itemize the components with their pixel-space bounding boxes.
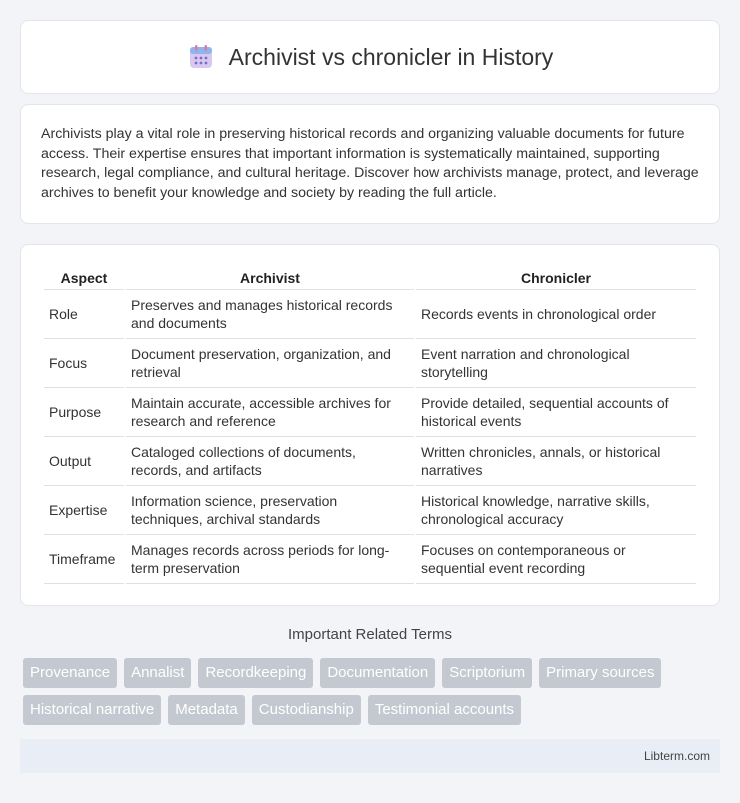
table-cell: Manages records across periods for long-term preservation <box>126 535 414 584</box>
footer <box>20 739 720 773</box>
table-row <box>44 290 696 339</box>
table-row <box>44 339 696 388</box>
term-tag[interactable]: Custodianship <box>252 695 361 725</box>
table-cell: Preserves and manages historical records and documents <box>126 290 414 339</box>
term-tag[interactable]: Testimonial accounts <box>368 695 521 725</box>
header-card <box>20 20 720 94</box>
table-cell: Expertise <box>44 486 124 535</box>
term-tag[interactable]: Annalist <box>124 658 191 688</box>
related-terms-list <box>23 658 723 725</box>
related-terms-title: Important Related Terms <box>288 626 452 643</box>
table-cell: Records events in chronological order <box>416 290 696 339</box>
term-tag[interactable]: Recordkeeping <box>198 658 313 688</box>
intro-text: Archivists play a vital role in preserving historical records and organizing valuable documents for future access. Their expertise ensures that important information is systematically maintained, supporting research, legal compliance, and cultural heritage. Discover how archivists manage, protect, and leverage archives to benefit your knowledge and society by reading the full article. <box>41 126 699 201</box>
footer-brand[interactable]: Libterm.com <box>643 749 710 763</box>
column-header-aspect: Aspect <box>44 264 124 290</box>
term-tag[interactable]: Documentation <box>320 658 435 688</box>
table-cell: Historical knowledge, narrative skills, chronological accuracy <box>416 486 696 535</box>
table-cell: Focuses on contemporaneous or sequential event recording <box>416 535 696 584</box>
table-cell: Output <box>44 437 124 486</box>
table-cell: Written chronicles, annals, or historical narratives <box>416 437 696 486</box>
table-header-row <box>44 264 696 290</box>
table-row <box>44 388 696 437</box>
page-title: Archivist vs chronicler in History <box>228 43 554 70</box>
comparison-table-card <box>20 244 720 606</box>
term-tag[interactable]: Scriptorium <box>442 658 532 688</box>
table-row <box>44 437 696 486</box>
term-tag[interactable]: Historical narrative <box>23 695 161 725</box>
table-cell: Timeframe <box>44 535 124 584</box>
table-cell: Role <box>44 290 124 339</box>
column-header-archivist: Archivist <box>126 264 414 290</box>
calendar-icon <box>187 43 215 71</box>
table-cell: Maintain accurate, accessible archives for research and reference <box>126 388 414 437</box>
table-cell: Purpose <box>44 388 124 437</box>
term-tag[interactable]: Primary sources <box>539 658 661 688</box>
term-tag[interactable]: Provenance <box>23 658 117 688</box>
table-cell: Information science, preservation techniques, archival standards <box>126 486 414 535</box>
table-cell: Cataloged collections of documents, records, and artifacts <box>126 437 414 486</box>
intro-card <box>20 104 720 224</box>
column-header-chronicler: Chronicler <box>416 264 696 290</box>
table-row <box>44 535 696 584</box>
table-cell: Event narration and chronological storytelling <box>416 339 696 388</box>
comparison-table <box>42 264 698 584</box>
table-cell: Document preservation, organization, and retrieval <box>126 339 414 388</box>
term-tag[interactable]: Metadata <box>168 695 245 725</box>
table-cell: Provide detailed, sequential accounts of historical events <box>416 388 696 437</box>
table-cell: Focus <box>44 339 124 388</box>
table-row <box>44 486 696 535</box>
